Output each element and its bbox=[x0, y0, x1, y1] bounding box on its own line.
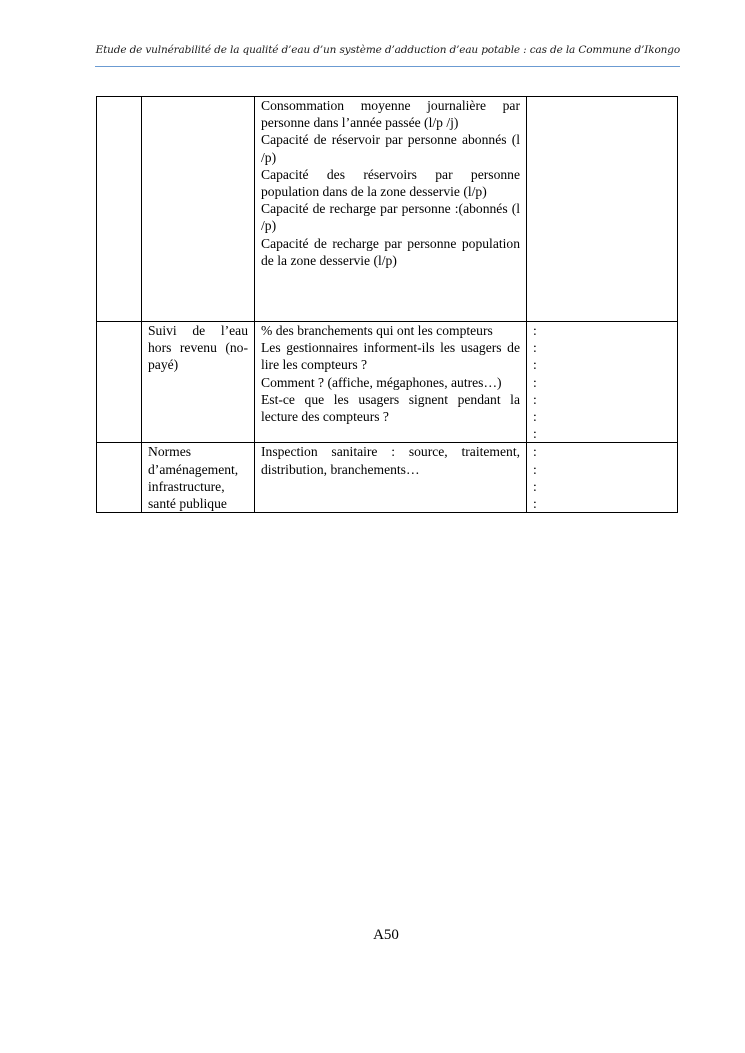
category-cell bbox=[97, 443, 142, 513]
topic-cell: Suivi de l’eau hors revenu (no-payé) bbox=[142, 322, 255, 443]
page-number: A50 bbox=[373, 927, 399, 943]
table-item: Capacité de réservoir par personne abonnés (l /p) bbox=[261, 132, 520, 165]
answer-colon: : bbox=[533, 426, 537, 442]
answer-colon: : bbox=[533, 391, 537, 407]
table-item: Les gestionnaires informent-ils les usagers de lire les compteurs ? bbox=[261, 340, 520, 373]
table-item: Capacité de recharge par personne :(abonnés (l /p) bbox=[261, 201, 520, 234]
answer-colon: : bbox=[533, 340, 537, 356]
answer-colon: : bbox=[533, 496, 537, 512]
answers-cell bbox=[527, 97, 678, 322]
table-row bbox=[97, 322, 678, 443]
answer-colon: : bbox=[533, 444, 537, 460]
items-cell bbox=[255, 322, 527, 443]
table-item: Capacité de recharge par personne population de la zone desservie (l/p) bbox=[261, 235, 520, 268]
running-header: Etude de vulnérabilité de la qualité d’eau d’un système d’adduction d’eau potable : cas de la Commune d’Ikongo bbox=[95, 44, 680, 56]
items-cell bbox=[255, 443, 527, 513]
table-item: Inspection sanitaire : source, traitement, distribution, branchements… bbox=[261, 444, 520, 477]
answer-colon: : bbox=[533, 461, 537, 477]
category-cell bbox=[97, 97, 142, 322]
table-item: Consommation moyenne journalière par personne dans l’année passée (l/p /j) bbox=[261, 98, 520, 131]
answers-cell bbox=[527, 322, 678, 443]
table-item: Comment ? (affiche, mégaphones, autres…) bbox=[261, 374, 502, 390]
survey-table bbox=[96, 96, 678, 513]
category-cell bbox=[97, 322, 142, 443]
table-item: % des branchements qui ont les compteurs bbox=[261, 323, 493, 338]
topic-cell bbox=[142, 97, 255, 322]
topic-cell: Normes d’aménagement, infrastructure, santé publique bbox=[142, 443, 255, 513]
answers-cell bbox=[527, 443, 678, 513]
table-row bbox=[97, 443, 678, 513]
answer-colon: : bbox=[533, 478, 537, 494]
table-item: Capacité des réservoirs par personne population dans de la zone desservie (l/p) bbox=[261, 166, 520, 200]
answer-colon: : bbox=[533, 357, 537, 373]
answer-colon: : bbox=[533, 323, 537, 338]
answer-colon: : bbox=[533, 374, 537, 390]
table-item: Est-ce que les usagers signent pendant la lecture des compteurs ? bbox=[261, 391, 520, 425]
items-cell bbox=[255, 97, 527, 322]
table-row bbox=[97, 97, 678, 322]
header-divider bbox=[95, 66, 680, 67]
answer-colon: : bbox=[533, 409, 537, 425]
